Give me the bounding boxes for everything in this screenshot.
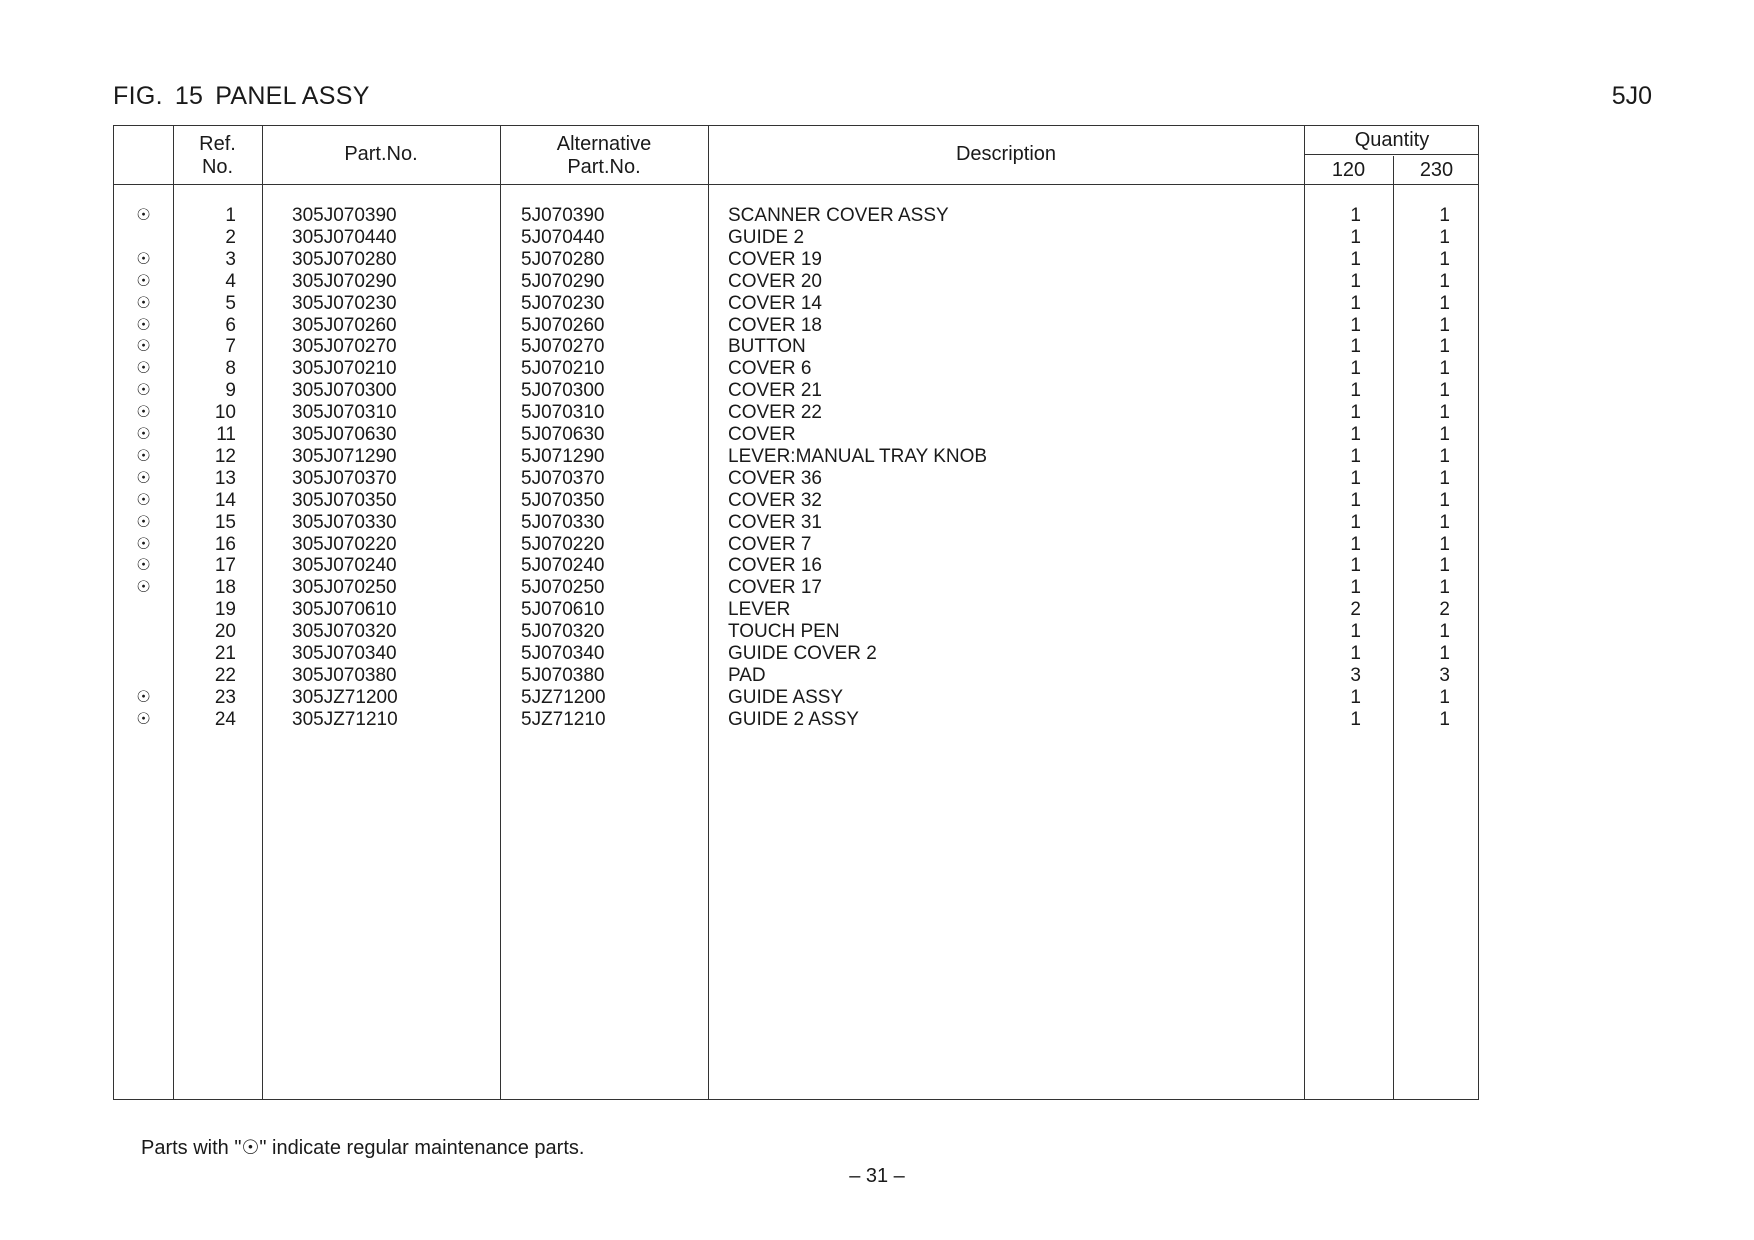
part-no-cell: 305J071290 [292,445,397,467]
alternative-part-no-cell: 5J070440 [521,226,605,248]
quantity-230-cell: 2 [1439,599,1450,621]
quantity-230-cell: 1 [1439,533,1450,555]
maintenance-mark-icon: ☉ [136,535,151,553]
ref-no-cell: 7 [225,336,236,358]
description-cell: GUIDE 2 [728,226,805,248]
description-cell: COVER 20 [728,270,822,292]
description-cell: LEVER [728,599,791,621]
maintenance-mark-icon: ☉ [136,469,151,487]
table-row [114,643,1478,665]
maintenance-mark-icon: ☉ [136,382,151,400]
maintenance-mark-icon: ☉ [136,557,151,575]
alternative-part-no-cell: 5J070340 [521,643,605,664]
quantity-230-cell: 1 [1439,314,1450,336]
header-ref-line1: Ref. [199,133,236,155]
page-number: – 31 – [849,1165,905,1187]
ref-no-cell: 14 [214,489,236,511]
quantity-230-cell: 1 [1439,270,1450,292]
quantity-120-cell: 1 [1350,577,1361,599]
description-cell: COVER 21 [728,380,822,402]
ref-no-cell: 18 [214,577,236,599]
ref-no-cell: 3 [225,248,236,270]
table-row [114,446,1478,468]
ref-no-cell: 19 [214,599,236,621]
quantity-120-cell: 2 [1350,599,1361,621]
part-no-cell: 305J070260 [292,314,397,336]
ref-no-cell: 2 [225,226,236,248]
header-alt-line1: Alternative [556,133,652,155]
alternative-part-no-cell: 5J070390 [521,205,605,226]
table-row [114,424,1478,446]
figure-label: FIG. [113,82,163,110]
alternative-part-no-cell: 5J070270 [521,336,605,358]
table-row [114,227,1478,249]
ref-no-cell: 9 [225,380,236,402]
table-row [114,687,1478,709]
table-row [114,709,1478,731]
quantity-120-cell: 1 [1350,708,1361,730]
quantity-120-cell: 1 [1350,511,1361,533]
parts-table [113,125,1479,1100]
description-cell: COVER 7 [728,533,812,555]
alternative-part-no-cell: 5J070250 [521,577,605,599]
maintenance-mark-icon: ☉ [136,272,151,290]
table-row [114,665,1478,687]
alternative-part-no-cell: 5J070260 [521,314,605,336]
header-alternative-part-no [500,133,708,179]
alternative-part-no-cell: 5J070220 [521,533,605,555]
quantity-230-cell: 1 [1439,643,1450,664]
description-cell: GUIDE 2 ASSY [728,708,859,730]
part-no-cell: 305J070290 [292,270,397,292]
quantity-230-cell: 1 [1439,292,1450,314]
alternative-part-no-cell: 5JZ71210 [521,708,606,730]
quantity-120-cell: 1 [1350,248,1361,270]
table-row [114,336,1478,358]
table-row [114,249,1478,271]
alternative-part-no-cell: 5J070230 [521,292,605,314]
table-row [114,205,1478,227]
header-quantity-230: 230 [1419,159,1454,181]
quantity-120-cell: 3 [1350,664,1361,686]
quantity-230-cell: 1 [1439,380,1450,402]
ref-no-cell: 17 [214,555,236,577]
description-cell: COVER 31 [728,511,822,533]
quantity-120-cell: 1 [1350,621,1361,643]
alternative-part-no-cell: 5J070630 [521,424,605,445]
ref-no-cell: 10 [214,402,236,424]
alternative-part-no-cell: 5J070280 [521,248,605,270]
part-no-cell: 305J070280 [292,248,397,270]
part-no-cell: 305J070310 [292,402,397,424]
alternative-part-no-cell: 5J070310 [521,402,605,424]
description-cell: GUIDE ASSY [728,686,844,708]
part-no-cell: 305J070610 [292,599,397,621]
quantity-230-cell: 1 [1439,621,1450,643]
part-no-cell: 305JZ71210 [292,708,398,730]
table-row [114,555,1478,577]
quantity-230-cell: 1 [1439,248,1450,270]
quantity-230-cell: 1 [1439,358,1450,380]
description-cell: PAD [728,664,766,686]
quantity-120-cell: 1 [1350,445,1361,467]
maintenance-mark-icon: ☉ [136,513,151,531]
quantity-230-cell: 1 [1439,686,1450,708]
header-ref-no [173,133,262,179]
alternative-part-no-cell: 5J070300 [521,380,605,402]
ref-no-cell: 22 [214,664,236,686]
quantity-230-cell: 1 [1439,577,1450,599]
alternative-part-no-cell: 5J070330 [521,511,605,533]
ref-no-cell: 20 [214,621,236,643]
quantity-230-cell: 1 [1439,424,1450,445]
part-no-cell: 305J070340 [292,643,397,664]
ref-no-cell: 16 [214,533,236,555]
quantity-120-cell: 1 [1350,358,1361,380]
maintenance-mark-icon: ☉ [136,360,151,378]
part-no-cell: 305J070220 [292,533,397,555]
quantity-230-cell: 1 [1439,226,1450,248]
description-cell: BUTTON [728,336,806,358]
quantity-120-cell: 1 [1350,402,1361,424]
table-row [114,512,1478,534]
maintenance-mark-icon: ☉ [136,207,151,224]
maintenance-mark-icon: ☉ [136,338,151,356]
header-alt-line2: Part.No. [567,156,641,178]
alternative-part-no-cell: 5J070210 [521,358,605,380]
maintenance-mark-icon: ☉ [136,447,151,465]
header-quantity: Quantity [1354,129,1430,151]
table-row [114,577,1478,599]
alternative-part-no-cell: 5J070380 [521,664,605,686]
description-cell: COVER 32 [728,489,822,511]
alternative-part-no-cell: 5J070240 [521,555,605,577]
description-cell: COVER 17 [728,577,822,599]
quantity-230-cell: 1 [1439,445,1450,467]
ref-no-cell: 13 [214,467,236,489]
quantity-120-cell: 1 [1350,467,1361,489]
quantity-120-cell: 1 [1350,686,1361,708]
table-row [114,315,1478,337]
ref-no-cell: 12 [214,445,236,467]
part-no-cell: 305J070390 [292,205,397,226]
header-description: Description [955,143,1057,165]
quantity-230-cell: 1 [1439,511,1450,533]
quantity-230-cell: 1 [1439,402,1450,424]
quantity-120-cell: 1 [1350,270,1361,292]
quantity-230-cell: 1 [1439,489,1450,511]
quantity-230-cell: 1 [1439,467,1450,489]
quantity-120-cell: 1 [1350,226,1361,248]
ref-no-cell: 4 [225,270,236,292]
quantity-120-cell: 1 [1350,292,1361,314]
quantity-230-cell: 1 [1439,555,1450,577]
ref-no-cell: 21 [214,643,236,664]
part-no-cell: 305J070240 [292,555,397,577]
alternative-part-no-cell: 5J070610 [521,599,605,621]
table-row [114,380,1478,402]
quantity-120-cell: 1 [1350,424,1361,445]
description-cell: COVER 6 [728,358,812,380]
part-no-cell: 305J070370 [292,467,397,489]
figure-name: PANEL ASSY [215,82,370,110]
alternative-part-no-cell: 5J070350 [521,489,605,511]
part-no-cell: 305J070210 [292,358,397,380]
description-cell: COVER 14 [728,292,822,314]
model-code: 5J0 [1611,82,1652,110]
quantity-120-cell: 1 [1350,314,1361,336]
quantity-230-cell: 1 [1439,336,1450,358]
header-part-no: Part.No. [344,143,418,165]
maintenance-mark-icon: ☉ [136,491,151,509]
maintenance-mark-icon: ☉ [136,294,151,312]
part-no-cell: 305J070630 [292,424,397,445]
quantity-120-cell: 1 [1350,380,1361,402]
quantity-120-cell: 1 [1350,336,1361,358]
maintenance-mark-icon: ☉ [136,250,151,268]
ref-no-cell: 8 [225,358,236,380]
maintenance-footnote: Parts with "☉" indicate regular maintenance parts. [141,1137,585,1159]
quantity-120-cell: 1 [1350,643,1361,664]
description-cell: COVER 16 [728,555,822,577]
table-row [114,271,1478,293]
header-divider [114,184,1478,185]
alternative-part-no-cell: 5JZ71200 [521,686,606,708]
quantity-120-cell: 1 [1350,555,1361,577]
part-no-cell: 305J070250 [292,577,397,599]
description-cell: COVER 36 [728,467,822,489]
alternative-part-no-cell: 5J070370 [521,467,605,489]
description-cell: COVER 18 [728,314,822,336]
part-no-cell: 305J070300 [292,380,397,402]
maintenance-mark-icon: ☉ [136,579,151,597]
part-no-cell: 305J070270 [292,336,397,358]
description-cell: TOUCH PEN [728,621,840,643]
table-row [114,358,1478,380]
table-row [114,468,1478,490]
part-no-cell: 305J070350 [292,489,397,511]
alternative-part-no-cell: 5J071290 [521,445,605,467]
description-cell: COVER 22 [728,402,822,424]
part-no-cell: 305J070320 [292,621,397,643]
ref-no-cell: 23 [214,686,236,708]
table-row [114,534,1478,556]
table-row [114,490,1478,512]
part-no-cell: 305J070330 [292,511,397,533]
figure-number: 15 [174,82,204,110]
part-no-cell: 305J070440 [292,226,397,248]
quantity-header-divider [1304,154,1478,155]
quantity-120-cell: 1 [1350,489,1361,511]
part-no-cell: 305JZ71200 [292,686,398,708]
maintenance-mark-icon: ☉ [136,710,151,728]
ref-no-cell: 11 [216,424,236,445]
ref-no-cell: 5 [225,292,236,314]
ref-no-cell: 15 [214,511,236,533]
maintenance-mark-icon: ☉ [136,688,151,706]
ref-no-cell: 24 [214,708,236,730]
maintenance-mark-icon: ☉ [136,404,151,422]
ref-no-cell: 6 [225,314,236,336]
quantity-230-cell: 1 [1439,205,1450,226]
table-row [114,293,1478,315]
header-ref-line2: No. [201,156,234,178]
part-no-cell: 305J070230 [292,292,397,314]
quantity-120-cell: 1 [1350,533,1361,555]
alternative-part-no-cell: 5J070290 [521,270,605,292]
quantity-230-cell: 3 [1439,664,1450,686]
header-quantity-120: 120 [1331,159,1366,181]
quantity-120-cell: 1 [1350,205,1361,226]
quantity-230-cell: 1 [1439,708,1450,730]
part-no-cell: 305J070380 [292,664,397,686]
description-cell: COVER 19 [728,248,822,270]
description-cell: LEVER:MANUAL TRAY KNOB [728,445,988,467]
alternative-part-no-cell: 5J070320 [521,621,605,643]
table-row [114,402,1478,424]
table-row [114,621,1478,643]
description-cell: GUIDE COVER 2 [728,643,877,664]
maintenance-mark-icon: ☉ [136,316,151,334]
maintenance-mark-icon: ☉ [136,426,151,443]
description-cell: SCANNER COVER ASSY [728,205,949,226]
description-cell: COVER [728,424,796,445]
table-row [114,599,1478,621]
figure-title [113,82,370,111]
ref-no-cell: 1 [225,205,236,226]
